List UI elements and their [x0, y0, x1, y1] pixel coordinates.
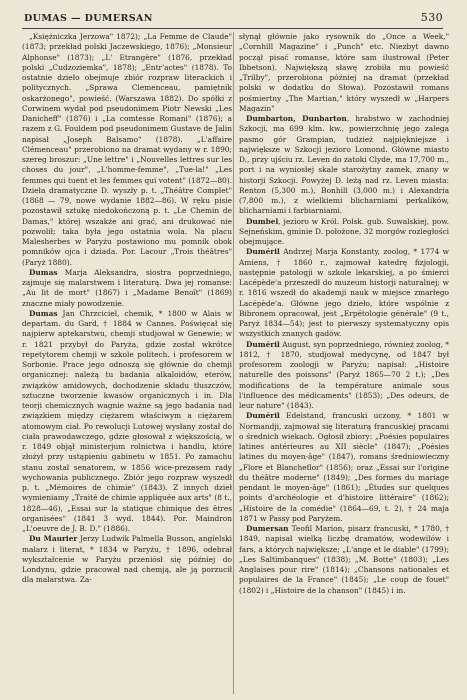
entry-text: Jan Chrzciciel, chemik, * 1800 w Alais w departam. du Gard, † 1884 w Cannes. Poświęcał się najpierw aptekarstwu, chemji studjował w Genewie; w r. 1821 przybył do Paryża, gdzie został wkrótce repetytorem chemji w szkole politech. i profesorem w Sorbonie. Prace jego odnoszą się głównie do chemji organicznej: należą tu badania alkaloidów, eterów, związków amidowych, dochodzenie składu tłuszczów, sztuczne tworzenie kwasów organicznych i in. Dla teorji chemicznych wagnie ważne są jego badania nad związkiem między ciężarem właściwym a ciężarem atomowym ciał. Po rewolucji Lutowej wysłany został do ciała prawodawczego, gdzie głosował z większością, w r. 1849 objął ministerjum rolnictwa i handlu, które złożył przy ustąpieniu gabinetu w 1851. Po zamachu stanu został senatorem, w 1856 wice-prezesem rady wychowania publicznego. Zbiór jego rozpraw wyszedł p. t. „Mémoires de chimie" (1843). Z innych dzieł wymieniamy „Traité de chimie appliquée aux arts" (8 t., 1828—46), „Essai sur la statique chimique des êtres organisées" (1841 3 wyd. 1844). Por. Maindron „L'oeuvre de J. B. D." (1886). [22, 308, 232, 533]
entry-text: Edelstand, francuski uczony, * 1801 w Normandji, zajmował się literaturą francuskiej pracami o średnich wiekach. Ogłosił zbiory: „Poésies populaires latines antérieures au XII siècle" (1847); „Poésies latines du moyen-âge" (1847), romans średniowieczny „Flore et Blancheflor" (1856); oraz „Essai sur l'origine du théâtre moderne" (1849); „Des formes du mariage pendant le moyen-âge" (1861); „Études sur quelques points d'archéologie et d'histoire littéraire" (1862); „Histoire de la comédie" (1864—69, t. 2), † 24 maja 1871 w Passy pod Paryżem. [239, 411, 449, 523]
entry-headword: Du Maurier [29, 534, 78, 544]
page-header [22, 10, 443, 26]
dictionary-entry [239, 114, 449, 217]
entry-headword: Dumbel [246, 216, 279, 226]
header-rule [22, 28, 443, 29]
entry-text: , jezioro w Król. Polsk. gub. Suwalskiej, pow. Sejneńskim, gminie D. położone, 32 morgów rozległości obejmujące. [239, 216, 449, 246]
dictionary-entry [239, 32, 449, 114]
entry-headword: Duméril [246, 247, 280, 257]
dictionary-entry [22, 309, 232, 535]
entry-headword: Duméril [246, 411, 280, 421]
entry-text: słynął głównie jako rysownik do „Once a Week," „Cornhill Magazine" i „Punch" etc. Niezbyt dawno począł pisać romanse, które sam ilustrował (Peter Ibbetson). Największą sławę zrobiła mu powieść „Trilby", przerobiona później na dramat (przekład polski w dodatku do Słowa). Pozostawił romans pośmiertny „The Martian," który wyszedł w „Harpers Magazin" [239, 32, 449, 113]
entry-text: Marja Aleksandra, siostra poprzedniego, zajmuje się malarstwem i literaturą. Dwa jej romanse: „Au lit de mort" (1867) i „Madame Benoît" (1869) znaczne miały powodzenie. [22, 267, 232, 308]
entry-text: Jerzy Ludwik Palmella Busson, angielski malarz i literat, * 1834 w Paryżu, † 1896, odebrał wykształcenie w Paryżu przeniósł się później do Londynu, gdzie pracował nad chemją, ale ją porzucił dla malarstwa. Za- [22, 534, 232, 585]
entry-headword: Dumas [29, 267, 58, 277]
dictionary-entry [22, 32, 232, 268]
entry-text: „Księżniczka Jerzowa" 1872); „La Femme de Claude" (1873; przekład polski Jaczewskiego, 1876); „Monsieur Alphonse" (1873); „L' Etrangère" (1876, przekład polski „Cudzoziemka", 1878); „Entr'actes" (1878). To ostatnie dzieło obejmuje zbiór rozpraw literackich i politycznych. „Sprawa Clemenceau, pamiętnik oskarżonego", powieść. (Warszawa 1882). Do spółki z Corwinem wydał pod pseudonimem Piotr Newski „Les Danicheff" (1876) i „La comtesse Romani" (1876); a razem z G. Fouldem pod pseudonimem Gustave de Jalin napisał „Joseph Balsamo" (1878). „L'affaire Clémenceau" przerobiono na dramat wydany w r. 1890; szereg broszur: „Une lettre" i „Nouvelles lettres sur les choses du jour", „L'homme-femme", „Tue-la!" „Les femmes qui tuent et les femmes qui votent" (1872—80). Dzieła dramatyczne D. wyszły p. t. „Théâtre Complet" (1868 — 79, nowe wydanie 1882—86). W ręku pisie pozostawił sztukę niedokończoną p. t. „Le Chemin de Damas," której wszakże ani grać, ani drukować nie pozwolił; taka była jego ostatnia wola. Na placu Malesherbes w Paryżu postawiono mu pomnik obok pomników ojca i dziada. Por. Lacour „Trois théâtres" (Paryż 1880). [22, 32, 232, 267]
running-head: DUMAS — DUMERSAN [24, 13, 153, 24]
entry-text: August, syn poprzedniego, również zoolog, * 1812, † 1870, studjował medycynę, od 1847 był profesorem zoologji w Paryżu; napisał: „Histoire naturelle des poissons" (Paryż 1865—70 2 t.); „Des modifications de la température animale sous l'influence des médicaments" (1853); „Des odeurs, de leur nature" (1843). [239, 339, 449, 410]
dictionary-entry [239, 524, 449, 596]
dictionary-entry [239, 247, 449, 339]
entry-headword: Dumas [29, 308, 58, 318]
dictionary-entry [22, 268, 232, 309]
entry-text: Andrzej Marja Konstanty, zoolog, * 1774 w Amiens, † 1860 r., zajmował katedrę fizjologji, następnie patologji w szkole lekarskiej, a po śmierci Lacépède'a przeszedł do muzeum historji naturalnej; w r. 1816 wszedł do akademji nauk w miejsce zmarłego Lacépède'a. Główne jego dzieło, które wspólnie z Bibronem opracował, jest „Erpétologie générale" (9 t., Paryż 1834—54); jest to pierwszy systematyczny opis wszystkich znanych gadów. [239, 247, 449, 339]
dictionary-entry [239, 340, 449, 412]
entry-headword: Duméril [246, 339, 280, 349]
page-number: 530 [420, 11, 443, 24]
dictionary-entry [22, 534, 232, 585]
entry-headword: Dumersan [246, 524, 289, 533]
column-divider [233, 32, 234, 694]
entry-text: Teofil Marion, pisarz francuski, * 1780, † 1849, napisał wielką liczbę dramatów, wodewilów i fars, a których największe; „L'ange et le diable" (1799); „Les Saltimbanques" (1838); „M. Botte" (1803); „Les Anglaises pour rire" (1814); „Chansons nationales et populaires de la France" (1845); „Le coup de fouet" (1802) i „Histoire de la chanson" (1845) i in. [239, 524, 449, 595]
entry-text: , hrabstwo w zachodniej Szkocji, ma 699 klm. kw., powierzchnię jego zalega pasmo gór Grampian, tudzież najpiękniejsze i największe w Szkocji jezioro Lomond. Główne miasto D., przy ujściu rz. Leven do zatoki Clyde, ma 17,700 m., port i na wyniosłej skale starożytny zamek, znany w historji Szkocji. Powyżej D. leżą nad rz. Leven miasta: Renton (5,300 m.), Bonhill (3,000 m.) i Alexandria (7,800 m.), z wielkiemi blicharniami perkalików, blicharniami i farbiarniami. [239, 114, 449, 216]
right-column [239, 32, 449, 694]
dictionary-entry [239, 217, 449, 248]
entry-headword: Dumbarton, Dunbarton [246, 114, 347, 123]
left-column [22, 32, 232, 694]
dictionary-entry [239, 411, 449, 524]
